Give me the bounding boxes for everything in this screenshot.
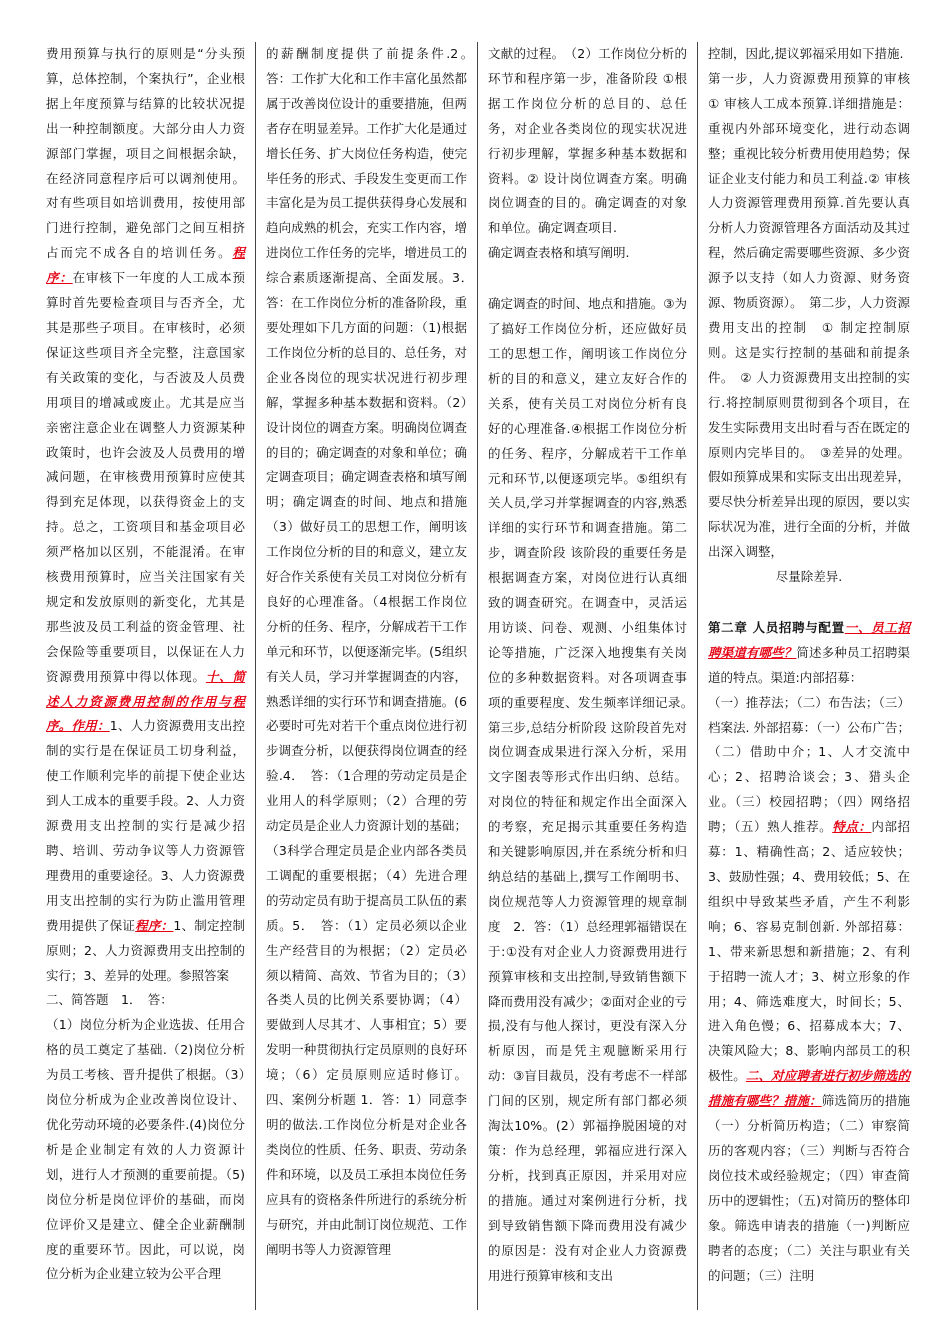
highlighted-heading: 程序： bbox=[135, 917, 174, 933]
paragraph: （1）岗位分析为企业选拔、任用合格的员工奠定了基础.（2)岗位分析为员工考核、晋升提供了根据。（3）岗位分析成为企业改善岗位设计、优化劳动环境的必要条件.(4)岗位分析是企业制定有效的人力资源计划，进行人才预测的重要前提。（5)岗位分析是岗位评价的基础，而岗位评价又是建立、健全企业薪酬制度的重要环节。因此，可以说，岗位分析为企业建立较为公平合理 bbox=[46, 1017, 245, 1282]
highlighted-heading: 二、对应聘者进行初步筛选的措施有哪些？措施： bbox=[708, 1068, 910, 1109]
body-text: （一）推荐法；（二）布告法；（三）档案法. 外部招募：（一）公布广告；（二）借助中介；1、人才交流中心；2、招聘洽谈会；3、猎头企业。（三）校园招聘；（四）网络招聘；（五）熟人推荐。 bbox=[708, 694, 910, 835]
paragraph bbox=[46, 42, 245, 988]
highlighted-heading: 特点： bbox=[832, 819, 872, 835]
paragraph: 第一步，人力资源费用预算的审核 ① 审核人工成本预算.详细措施是：重视内外部环境变化，进行动态调整；重视比较分析费用使用趋势；保证企业支付能力和员工利益.② 审核人力资源管理费用预算.首先要认真分析人力资源管理各方面活动及其过程，然后确定需要哪些资源、多少资源予以支持（如人力资源、财务资源、物质资源）。 第二步，人力资源费用支出的控制 ① 制定控制原则。这是实行控制的基础和前提条件。 ② 人力资源费用支出控制的实行.将控制原则贯彻到各个项目，在发生实际费用支出时看与否在既定的原则内完毕目的。 ③差异的处理。假如预算成果和实际支出出现差异，要尽快分析差异出现的原因，要以实际状况为准，进行全面的分析，并做出深入调整， bbox=[708, 70, 910, 560]
text-column-1 bbox=[44, 42, 256, 1310]
highlighted-heading: 程序： bbox=[46, 245, 245, 286]
paragraph: 确定调查的时间、地点和措施。③为了搞好工作岗位分析，还应做好员工的思想工作，阐明该工作岗位分析的目的和意义，建立友好合作的关系，使有关员工对岗位分析有良好的心理准备.④根据工作岗位分析的任务、程序，分解成若干工作单元和环节,以便逐项完毕。⑤组织有关人员,学习并掌握调查的内容,熟悉详细的实行环节和调查措施。第二步，调查阶段 该阶段的重要任务是根据调查方案，对岗位进行认真细致的调查研究。在调查中，灵活运用访谈、问卷、观测、小组集体讨论等措施，广泛深入地搜集有关岗位的多种数据资料。对各项调查事项的重要程度、发生频率详细记录。 第三步,总结分析阶段 这阶段首先对岗位调查成果进行深入分析，采用文字图表等形式作出归纳、总结。对岗位的特征和规定作出全面深入的考察，充足揭示其重要任务构造和关键影响原因,并在系统分析和归纳总结的基础上,撰写工作阐明书、岗位规范等人力资源管理的规章制度 2．答：（1）总经理郭福错误在于:①没有对企业人力资源费用进行预算审核和支出控制,导致销售额下降而费用没有减少；②面对企业的亏损,没有与他人探讨，更没有深入分析原因，而是凭主观臆断采用行动：③盲目裁员，没有考虑不一样部门间的区别，规定所有部门都必须淘汰10%。(2）郭福挣脱困境的对策：作为总经理，郭福应进行深入分析，找到真正原因，并采用对应的措施。通过对案例进行分析，找到导致销售额下降而费用没有减少的原因是：没有对企业人力资源费用进行预算审核和支出 bbox=[488, 296, 700, 1283]
body-text: 费用预算与执行的原则是“分头预算，总体控制，个案执行”，企业根据上年度预算与结算的比较状况提出一种控制额度。大部分由人力资源部门掌握，项目之间根据余缺，在经济同意程序后可以调剂使用。对有些项目如培训费用，按使用部门进行控制，避免部门之间互相挤占而完不成各自的培训任务。 bbox=[46, 46, 245, 261]
body-text: 1、制定控制原则；2、人力资源费用支出控制的实行；3、差异的处理。参照答案 bbox=[46, 917, 245, 983]
text-column-3 bbox=[478, 42, 698, 1310]
body-text: 筛选简历的措施（一）分析简历构造；（二）审察简历的客观内容；（三）判断与否符合岗位技术或经验规定；（四）审查简历中的逻辑性；（五)对简历的整体印象。筛选申请表的措施（一)判断应聘者的态度；（二）关注与职业有关的问题；（三）注明 bbox=[708, 1093, 910, 1283]
paragraph bbox=[708, 616, 910, 691]
body-text: 在审核下一年度的人工成本预算时首先要检查项目与否齐全，尤其是那些子项目。在审核时，必须保证这些项目齐全完整，注意国家有关政策的变化，与否波及人员费用项目的增减或废止。尤其是应当亲密注意企业在调整人力资源某种政策时，也许会波及人员费用的增减问题，在审核费用预算时应使其得到充足体现，以获得资金上的支持。总之，工资项目和基金项目必须严格加以区别，不能混淆。在审核费用预算时，应当关注国家有关规定和发放原则的新变化，尤其是那些波及员工利益的资金管理、社会保险等重要项目，以保证在人力资源费用预算中得以体现。 bbox=[46, 270, 245, 684]
section-heading: 二、简答题 1． 答： bbox=[46, 992, 173, 1008]
text-column-2 bbox=[256, 42, 478, 1310]
paragraph: 的薪酬制度提供了前提条件.2。 答：工作扩大化和工作丰富化虽然都属于改善岗位设计的重要措施，但两者存在明显差异。工作扩大化是通过增长任务、扩大岗位任务构造，使完毕任务的形式、手段发生变更而工作丰富化是为员工提供获得身心发展和趋向成熟的机会，充实工作内容，增进岗位工作任务的完毕，增进员工的综合素质逐渐提高、全面发展。3． 答：在工作岗位分析的准备阶段，重要处理如下几方面的问题：（1)根据工作岗位分析的总目的、总任务，对企业各岗位的现实状况进行初步理解，掌握多种基本数据和资料。（2）设计岗位的调查方案。明确岗位调查的目的；确定调查的对象和单位；确定调查项目；确定调查表格和填写阐明；确定调查的时间、地点和措施（3）做好员工的思想工作，阐明该工作岗位分析的目的和意义，建立友好合作关系使有关员工对岗位分析有良好的心理准备。（4根据工作岗位分析的任务、程序，分解成若干工作单元和环节，以便逐渐完毕。(5组织有关人员，学习并掌握调查的内容，熟悉详细的实行环节和调查措施。(6必要时可先对若干个重点岗位进行初步调查分析，以便获得岗位调查的经验.4． 答：（1合理的劳动定员是企业用人的科学原则；（2）合理的劳动定员是企业人力资源计划的基础；（3科学合理定员是企业内部各类员工调配的重要根据；（4）先进合理的劳动定员有助于提高员工队伍的素质。5． 答：（1）定员必须以企业生产经营目的为根据；（2）定员必须以精简、高效、节省为目的；（3）各类人员的比例关系要协调；（4）要做到人尽其才、人事相宜；5）要发明一种贯彻执行定员原则的良好环境；（6）定员原则应适时修订。四、案例分析题 1．答：1）同意李明的做法.工作岗位分析是对企业各类岗位的性质、任务、职责、劳动条件和环境，以及员工承担本岗位任务应具有的资格条件所进行的系统分析与研究，并由此制订岗位规范、工作阐明书等人力资源管理 bbox=[266, 46, 480, 1257]
paragraph: 尽量除差异. bbox=[775, 569, 843, 585]
paragraph bbox=[708, 691, 910, 1289]
spacer bbox=[708, 590, 910, 616]
highlighted-heading: 一、员工招聘渠道有哪些？ bbox=[708, 619, 910, 660]
paragraph: 控制，因此,提议郭福采用如下措施. bbox=[708, 46, 904, 61]
document-page bbox=[44, 42, 910, 1310]
highlighted-heading: 十、简述人力资源费用控制的作用与程序。作用： bbox=[46, 668, 245, 734]
spacer bbox=[488, 266, 687, 292]
paragraph: 文献的过程。 （2）工作岗位分析的环节和程序第一步，准备阶段 ①根据工作岗位分析的总目的、总任务，对企业各类岗位的现实状况进行初步理解，掌握多种基本数据和资料。② 设计岗位调查方案。明确岗位调查的目的。确定调查的对象和单位。确定调查项目. bbox=[488, 46, 687, 236]
body-text: 内部招募：1、精确性高；2、适应较快；3、鼓励性强；4、费用较低；5、在组织中导致某些矛盾，产生不利影响；6、容易克制创新. 外部招募：1、带来新思想和新措施；2、有利于招聘一流人才；3、树立形象的作用；4、筛选难度大，时间长；5、进入角色慢；6、招募成本大；7、决策风险大；8、影响内部员工的积极性。 bbox=[708, 819, 910, 1084]
paragraph: 确定调查表格和填写阐明. bbox=[488, 245, 630, 261]
chapter-title: 第二章 人员招聘与配置 bbox=[708, 619, 845, 635]
text-column-4 bbox=[698, 42, 910, 1310]
body-text: 简述多种员工招聘渠道的特点。渠道:内部招募： bbox=[708, 644, 910, 685]
body-text: 1、人力资源费用支出控制的实行是在保证员工切身利益，使工作顺利完毕的前提下使企业达到人工成本的重要手段。2、人力资源费用支出控制的实行是减少招聘、培训、劳动争议等人力资源管理费用的重要途径。3、人力资源费用支出控制的实行为防止滥用管理费用提供了保证 bbox=[46, 718, 245, 933]
